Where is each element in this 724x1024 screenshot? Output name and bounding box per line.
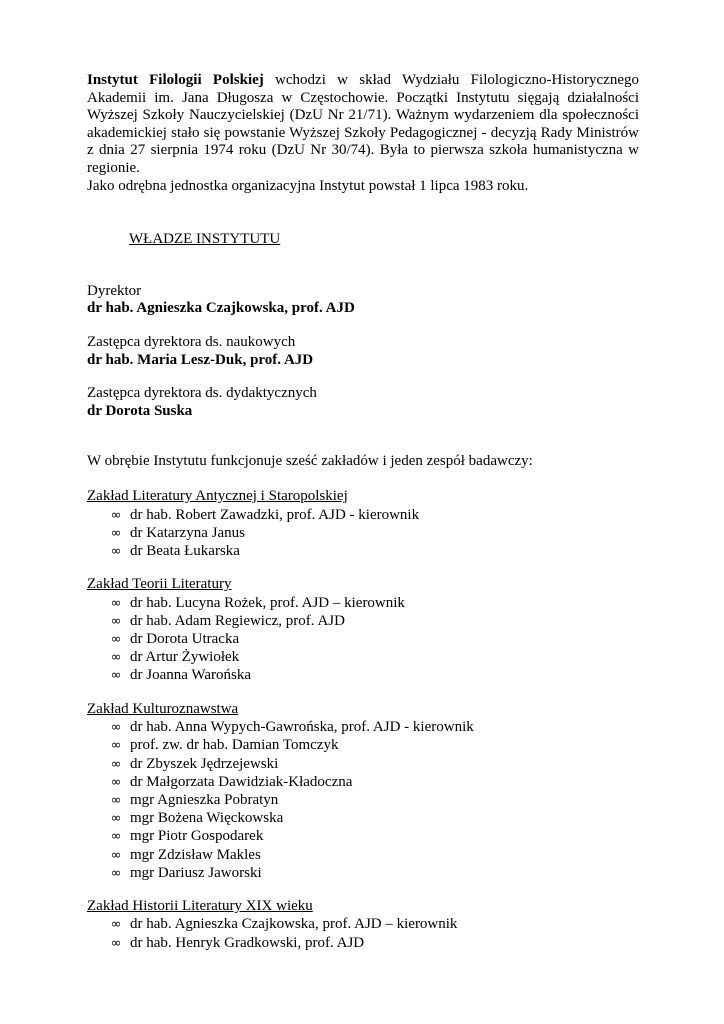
infinity-bullet-icon: ∞ (110, 811, 122, 827)
infinity-bullet-icon: ∞ (110, 935, 122, 951)
authorities-section (87, 283, 639, 421)
role-title: Zastępca dyrektora ds. dydaktycznych (87, 385, 317, 402)
infinity-bullet-icon: ∞ (110, 847, 122, 863)
member-name: dr Małgorzata Dawidziak-Kładoczna (130, 773, 353, 790)
member-name: mgr Bożena Więckowska (130, 810, 284, 827)
member-name: mgr Zdzisław Makles (130, 846, 261, 863)
intro-paragraph (87, 72, 639, 178)
member-name: mgr Agnieszka Pobratyn (130, 791, 279, 808)
member-name: dr Katarzyna Janus (130, 524, 245, 541)
infinity-bullet-icon: ∞ (110, 865, 122, 881)
authorities-heading: WŁADZE INSTYTUTU (129, 231, 281, 248)
member-name: dr hab. Lucyna Rożek, prof. AJD – kierownik (130, 594, 405, 611)
infinity-bullet-icon: ∞ (110, 525, 122, 541)
department (87, 576, 639, 685)
member-name: mgr Dariusz Jaworski (130, 864, 262, 881)
list-item (87, 934, 639, 952)
member-name: dr hab. Henryk Gradkowski, prof. AJD (130, 934, 365, 951)
infinity-bullet-icon: ∞ (110, 595, 122, 611)
member-name: dr Joanna Warońska (130, 667, 251, 684)
infinity-bullet-icon: ∞ (110, 613, 122, 629)
list-item (87, 864, 639, 882)
member-name: dr hab. Robert Zawadzki, prof. AJD - kierownik (130, 506, 420, 523)
member-name: dr Zbyszek Jędrzejewski (130, 755, 279, 772)
member-list (87, 506, 639, 561)
infinity-bullet-icon: ∞ (110, 829, 122, 845)
infinity-bullet-icon: ∞ (110, 774, 122, 790)
list-item (87, 791, 639, 809)
document-page (87, 72, 639, 952)
member-name: dr hab. Anna Wypych-Gawrońska, prof. AJD - kierownik (130, 719, 474, 736)
member-name: dr hab. Adam Regiewicz, prof. AJD (130, 612, 345, 629)
department (87, 488, 639, 560)
list-item (87, 524, 639, 542)
department-name: Zakład Literatury Antycznej i Staropolskiej (87, 487, 348, 504)
department (87, 898, 639, 952)
member-name: dr Artur Żywiołek (130, 649, 240, 666)
member-name: dr Beata Łukarska (130, 542, 240, 559)
departments-list (87, 488, 639, 952)
intro-founding-line: Jako odrębna jednostka organizacyjna Instytut powstał 1 lipca 1983 roku. (87, 177, 529, 194)
department-name: Zakład Teorii Literatury (87, 576, 232, 593)
member-name: dr Dorota Utracka (130, 631, 240, 648)
role-person: dr hab. Maria Lesz-Duk, prof. AJD (87, 351, 314, 368)
infinity-bullet-icon: ∞ (110, 632, 122, 648)
infinity-bullet-icon: ∞ (110, 720, 122, 736)
role-person: dr hab. Agnieszka Czajkowska, prof. AJD (87, 300, 355, 317)
list-item (87, 773, 639, 791)
department-name: Zakład Kulturoznawstwa (87, 700, 239, 717)
infinity-bullet-icon: ∞ (110, 756, 122, 772)
infinity-bullet-icon: ∞ (110, 792, 122, 808)
departments-summary: W obrębie Instytutu funkcjonuje sześć zakładów i jeden zespół badawczy: (87, 453, 533, 470)
infinity-bullet-icon: ∞ (110, 543, 122, 559)
list-item (87, 809, 639, 827)
list-item (87, 736, 639, 754)
infinity-bullet-icon: ∞ (110, 738, 122, 754)
department-name: Zakład Historii Literatury XIX wieku (87, 897, 313, 914)
infinity-bullet-icon: ∞ (110, 668, 122, 684)
intro-text: wchodzi w skład Wydziału Filologiczno-Historycznego Akademii im. Jana Długosza w Częstochowie. Początki Instytutu sięgają działalności Wyższej Szkoły Nauczycielskiej (DzU Nr 21/71). Ważnym wydarzeniem dla społeczności akademickiej stało się powstanie Wyższej Szkoły Pedagogicznej - decyzją Rady Ministrów z dnia 27 sierpnia 1974 roku (DzU Nr 30/74). Była to pierwsza szkoła humanistyczna w regionie. (87, 72, 639, 176)
member-list (87, 915, 639, 951)
list-item (87, 630, 639, 648)
member-name: prof. zw. dr hab. Damian Tomczyk (130, 737, 339, 754)
role-director (87, 283, 639, 318)
infinity-bullet-icon: ∞ (110, 507, 122, 523)
infinity-bullet-icon: ∞ (110, 650, 122, 666)
list-item (87, 666, 639, 684)
role-person: dr Dorota Suska (87, 402, 193, 419)
list-item (87, 506, 639, 524)
list-item (87, 648, 639, 666)
list-item (87, 827, 639, 845)
list-item (87, 594, 639, 612)
list-item (87, 846, 639, 864)
list-item (87, 612, 639, 630)
member-list (87, 718, 639, 882)
role-deputy-research (87, 334, 639, 369)
role-deputy-teaching (87, 385, 639, 420)
role-title: Zastępca dyrektora ds. naukowych (87, 333, 296, 350)
role-title: Dyrektor (87, 282, 142, 299)
list-item (87, 755, 639, 773)
list-item (87, 915, 639, 933)
institute-name: Instytut Filologii Polskiej (87, 72, 264, 88)
department (87, 701, 639, 882)
member-name: dr hab. Agnieszka Czajkowska, prof. AJD – kierownik (130, 916, 458, 933)
list-item (87, 718, 639, 736)
member-name: mgr Piotr Gospodarek (130, 828, 264, 845)
member-list (87, 594, 639, 685)
infinity-bullet-icon: ∞ (110, 917, 122, 933)
list-item (87, 542, 639, 560)
